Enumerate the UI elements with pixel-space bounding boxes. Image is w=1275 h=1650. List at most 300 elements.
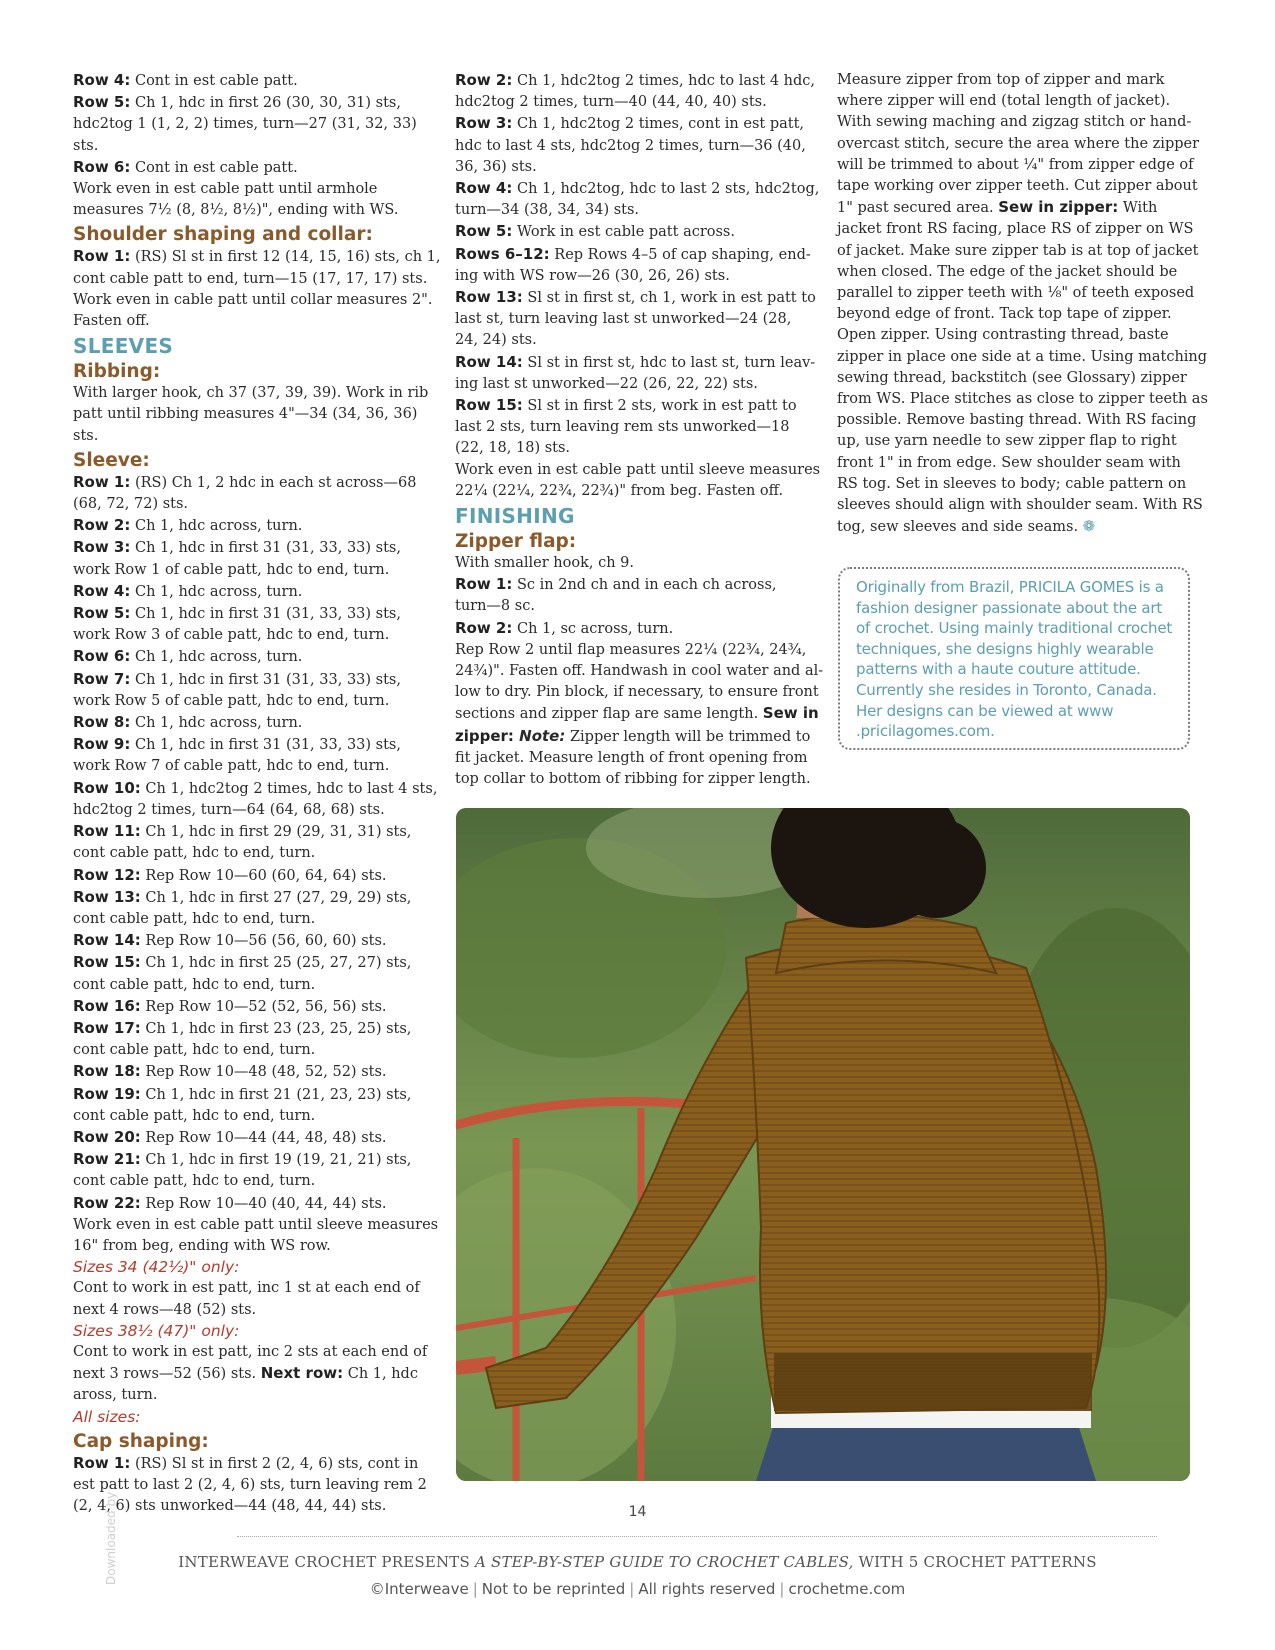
text-line [455,374,815,395]
text-line [455,244,815,266]
rights-notice: All rights reserved [638,1580,776,1598]
text-line [455,726,815,748]
row-text: work Row 3 of cable patt, hdc to end, turn. [73,627,390,644]
row-label: Row 16: [73,996,141,1015]
text-line [837,134,1200,155]
text-line [73,1127,418,1149]
row-text: est patt to last 2 (2, 4, 6) sts, turn leaving rem 2 [73,1476,427,1493]
row-label: Row 1: [455,575,513,594]
text-line [73,843,418,864]
row-text: Ch 1, hdc2tog 2 times, hdc to last 4 sts, [140,780,438,797]
subsection-heading: Sleeve: [73,449,150,471]
bio-line: Her designs can be viewed at www [856,701,1114,720]
row-text: cont cable patt, hdc to end, turn. [73,1173,316,1190]
row-label: Row 21: [73,1150,141,1169]
text-line [455,395,815,417]
row-label: Rows 6–12: [455,244,550,263]
row-text: Sc in 2nd ch and in each ch across, [512,577,777,594]
row-text: next 4 rows—48 (52) sts. [73,1301,257,1318]
row-text: 16" from beg, ending with WS row. [73,1237,331,1254]
text-line [455,748,815,769]
text-line [73,821,418,843]
row-label: Row 17: [73,1018,141,1037]
bio-line: patterns with a haute couture attitude. [856,660,1141,679]
text-line [837,112,1197,133]
row-text: overcast stitch, secure the area where the zipper [837,135,1200,152]
text-line [455,460,821,481]
column-left [73,70,441,1517]
text-line [455,769,815,790]
row-text: Sl st in first 2 sts, work in est patt to [522,398,797,415]
text-line [837,495,1203,516]
text-line [837,347,1208,368]
text-line [73,996,418,1018]
row-text: Ch 1, hdc in first 27 (27, 29, 29) sts, [140,889,412,906]
row-text: Rep Row 10—60 (60, 64, 64) sts. [140,867,387,884]
row-text: 24¾)". Fasten off. Handwash in cool water and al- [455,663,824,680]
row-label: Row 4: [73,581,131,600]
text-line [837,219,1197,240]
row-text: Ch 1, hdc in first 31 (31, 33, 33) sts, [130,540,401,557]
row-label: Note: [513,726,566,745]
text-line [837,304,1197,325]
text-line [73,603,418,625]
row-label: Row 12: [73,865,141,884]
row-text: Sl st in first st, hdc to last st, turn leav- [522,354,816,371]
text-line [73,952,418,974]
row-label: Row 6: [73,157,131,176]
text-line [73,515,418,537]
row-text: low to dry. Pin block, if necessary, to ensure front [455,684,819,701]
text-line [73,136,418,157]
text-line [73,1453,418,1475]
text-line [73,1061,418,1083]
section-heading: SLEEVES [73,334,174,359]
text-line [455,309,815,330]
text-line [455,221,815,243]
text-line [73,887,418,909]
text-line [837,283,1197,304]
text-line [73,290,433,311]
text-line [73,865,418,887]
row-text: turn—34 (38, 34, 34) sts. [455,202,640,219]
row-text: Zipper length will be trimmed to [565,728,811,745]
row-text: RS tog. Set in sleeves to body; cable pattern on [837,475,1187,492]
row-text: (RS) Sl st in first 12 (14, 15, 16) sts, ch 1, [130,249,441,266]
row-text: Ch 1, hdc in first 31 (31, 33, 33) sts, [130,671,401,688]
text-line [455,618,815,640]
row-label: Sew in [762,704,819,723]
row-text: work Row 5 of cable patt, hdc to end, turn. [73,692,390,709]
row-text: last st, turn leaving last st unworked—24 (28, [455,311,792,328]
footer-rule [237,1536,1157,1537]
bio-line: fashion designer passionate about the art [856,598,1163,617]
text-line [73,560,418,581]
text-line [455,553,815,574]
row-text: hdc2tog 1 (1, 2, 2) times, turn—27 (31, 32, 33) [73,116,417,133]
footer-title: INTERWEAVE CROCHET PRESENTS A STEP-BY-STEP GUIDE TO CROCHET CABLES, WITH 5 CROCHET PATTERNS [178,1553,1097,1571]
text-line [455,682,819,703]
subsection-heading: Shoulder shaping and collar: [73,224,373,246]
text-line [73,404,418,425]
text-line [455,703,819,725]
row-label: Row 14: [455,352,523,371]
row-text: up, use yarn needle to sew zipper flap to right [837,433,1177,450]
row-text: Ch 1, sc across, turn. [512,620,674,637]
text-line [73,179,418,200]
subsection-heading: Zipper flap: [455,531,577,553]
text-line [837,389,1208,410]
text-line [73,157,418,179]
row-text: Rep Row 10—44 (44, 48, 48) sts. [140,1129,387,1146]
row-text: Ch 1, hdc in first 23 (23, 25, 25) sts, [140,1020,412,1037]
row-label: Sew in zipper: [998,198,1119,217]
row-text: sleeves should align with shoulder seam. With RS [837,497,1203,514]
row-label: Row 5: [73,604,131,623]
size-note [73,1407,418,1428]
text-line [73,311,418,332]
page-number: 14 [628,1504,647,1520]
text-line [73,1084,418,1106]
text-line [73,756,418,777]
row-text: Ch 1, hdc across, turn. [130,518,303,535]
row-text: With sewing maching and zigzag stitch or hand- [837,114,1192,131]
bio-line: Originally from Brazil, PRICILA GOMES is a [856,578,1164,596]
text-line [837,197,1197,219]
text-line [73,537,418,559]
text-line [455,157,815,178]
row-label: Row 18: [73,1062,141,1081]
row-label: Row 13: [455,288,523,307]
size-note [73,1321,418,1342]
text-line [73,1278,418,1299]
row-text: when closed. The edge of the jacket should be [837,263,1178,280]
text-line [455,92,815,113]
text-line [73,1171,418,1192]
text-line [73,246,441,268]
row-text: Ch 1, hdc across, turn. [130,715,303,732]
row-text: With larger hook, ch 37 (37, 39, 39). Work in rib [73,385,429,402]
text-line [837,262,1197,283]
row-text: Ch 1, hdc across, turn. [130,583,303,600]
text-line [73,70,418,92]
text-line [455,481,815,502]
row-text: hdc to last 4 sts, hdc2tog 2 times, turn—36 (40, [455,137,806,154]
text-line [73,800,418,821]
row-label: Row 3: [73,538,131,557]
row-text: Cont to work in est patt, inc 2 sts at each end of [73,1343,428,1360]
row-text: Sl st in first st, ch 1, work in est patt to [522,290,816,307]
row-label: Row 4: [455,179,513,198]
row-label: Row 11: [73,822,141,841]
row-label: Row 10: [73,778,141,797]
row-text: cont cable patt, hdc to end, turn. [73,910,316,927]
row-text: (2, 4, 6) sts unworked—44 (48, 44, 44) sts. [73,1498,387,1515]
row-text: Ch 1, hdc in first 31 (31, 33, 33) sts, [130,737,401,754]
text-line [455,136,815,157]
text-line [455,266,815,287]
row-label: Row 8: [73,713,131,732]
text-line [73,383,429,404]
text-line [73,646,418,668]
row-text: cont cable patt, hdc to end, turn. [73,1042,316,1059]
row-text: Work even in cable patt until collar measures 2". [73,291,433,308]
text-line [837,91,1197,112]
row-text: parallel to zipper teeth with ⅛" of teeth exposed [837,285,1195,302]
row-text: tape working over zipper teeth. Cut zipper about [837,178,1198,195]
text-line [73,581,418,603]
row-text: patt until ribbing measures 4"—34 (34, 36, 36) [73,406,418,423]
text-line [73,625,418,646]
row-text: Ch 1, hdc2tog 2 times, cont in est patt, [512,116,805,133]
text-line [73,734,418,756]
row-text: work Row 7 of cable patt, hdc to end, turn. [73,758,390,775]
text-line [73,691,418,712]
text-line [73,269,428,290]
row-label: Row 1: [73,247,131,266]
text-line [837,410,1197,431]
row-label: Row 15: [455,396,523,415]
row-text: cont cable patt, hdc to end, turn. [73,976,316,993]
reprint-notice: Not to be reprinted [481,1580,626,1598]
row-label: Row 1: [73,472,131,491]
text-line [73,1018,418,1040]
text-line [837,241,1197,262]
text-line [73,778,438,800]
row-text: Ch 1, hdc in first 21 (21, 23, 23) sts, [140,1086,412,1103]
text-line [455,438,815,459]
row-text: (RS) Ch 1, 2 hdc in each st across—68 [130,474,417,491]
row-text: Ch 1, hdc in first 25 (25, 27, 27) sts, [140,955,412,972]
text-line [73,669,418,691]
text-line [455,70,815,92]
text-line [837,516,1197,538]
text-line [455,287,815,309]
row-text: 24, 24) sts. [455,332,537,349]
bio-line: of crochet. Using mainly traditional crochet [856,619,1173,638]
row-label: Row 7: [73,669,131,688]
row-label: Row 2: [73,516,131,535]
row-text: work Row 1 of cable patt, hdc to end, turn. [73,561,390,578]
text-line [455,661,824,682]
row-text: Rep Row 10—52 (52, 56, 56) sts. [140,998,387,1015]
row-text: where zipper will end (total length of jacket). [837,93,1171,110]
row-text: Cont in est cable patt. [130,159,298,176]
row-text: of jacket. Make sure zipper tab is at top of jacket [837,242,1199,259]
text-line [455,417,815,438]
text-line [73,200,418,221]
text-line [73,426,418,447]
text-line [73,1300,418,1321]
row-text: fit jacket. Measure length of front opening from [455,749,808,766]
text-line [73,494,418,515]
row-text: front 1" in from edge. Sew shoulder seam with [837,454,1181,471]
bio-line: Currently she resides in Toronto, Canada. [856,680,1157,699]
text-line [73,1236,418,1257]
row-label: Row 13: [73,887,141,906]
text-line [455,113,815,135]
text-line [837,176,1197,197]
footer-credits: ©Interweave | Not to be reprinted | All rights reserved | crochetme.com [369,1580,906,1598]
row-text: hdc2tog 2 times, turn—64 (64, 68, 68) sts. [73,801,385,818]
row-label: Row 19: [73,1084,141,1103]
row-text: 22¼ (22¼, 22¾, 22¾)" from beg. Fasten off. [455,482,784,499]
row-text: Cont to work in est patt, inc 1 st at each end of [73,1280,420,1297]
text-line [73,1040,418,1061]
row-text: sts. [73,137,99,154]
row-label: Row 22: [73,1193,141,1212]
bio-line: .pricilagomes.com. [856,722,995,741]
column-middle [455,70,824,790]
row-text: Rep Row 10—40 (40, 44, 44) sts. [140,1195,387,1212]
row-text: tog, sew sleeves and side seams. [837,519,1083,536]
row-text: Ch 1, hdc in first 19 (19, 21, 21) sts, [140,1152,412,1169]
row-label: Row 15: [73,953,141,972]
row-text: sewing thread, backstitch (see Glossary) zipper [837,369,1187,386]
text-line [73,1215,439,1236]
row-text: With smaller hook, ch 9. [455,555,634,572]
row-text: cont cable patt, hdc to end, turn. [73,1107,316,1124]
row-text: Sizes 38½ (47)" only: [73,1321,240,1340]
row-text: cont cable patt to end, turn—15 (17, 17, 17) sts. [73,270,428,287]
text-line [73,92,418,114]
row-text: sts. [73,427,99,444]
row-text: Rep Row 10—48 (48, 52, 52) sts. [140,1064,387,1081]
row-text: measures 7½ (8, 8½, 8½)", ending with WS. [73,202,399,219]
text-line [837,474,1197,495]
row-text: Work in est cable patt across. [512,224,735,241]
row-text: (RS) Sl st in first 2 (2, 4, 6) sts, cont in [130,1455,419,1472]
text-line [73,1342,428,1363]
row-text: aross, turn. [73,1387,158,1404]
row-label: Row 9: [73,735,131,754]
text-line [73,1149,418,1171]
row-text: Work even in est cable patt until sleeve measures [73,1216,439,1233]
row-text: possible. Remove basting thread. With RS facing [837,412,1197,429]
row-text: Rep Row 2 until flap measures 22¼ (22¾, 24¾, [455,641,807,658]
photo-illustration [456,808,1190,1481]
text-line [455,330,815,351]
row-text: Fasten off. [73,313,150,330]
row-label: Row 5: [73,93,131,112]
site-link[interactable]: crochetme.com [788,1580,906,1598]
text-line [455,200,815,221]
text-line [837,325,1197,346]
text-line [73,909,418,930]
text-line [73,1363,418,1385]
bio-line: techniques, she designs highly wearable [856,639,1154,658]
row-text: Ch 1, hdc in first 29 (29, 31, 31) sts, [140,824,412,841]
text-line [455,352,815,374]
row-label: Row 2: [455,618,513,637]
row-label: Row 1: [73,1453,131,1472]
row-text: Ch 1, hdc [343,1366,418,1383]
row-text: Ch 1, hdc2tog 2 times, hdc to last 4 hdc, [512,73,816,89]
download-watermark: Downloaded by [104,1491,118,1585]
row-text: next 3 rows—52 (56) sts. [73,1366,261,1383]
row-text: Ch 1, hdc across, turn. [130,649,303,666]
text-line [73,114,418,135]
row-text: Sizes 34 (42½)" only: [73,1258,240,1277]
row-text: Rep Rows 4–5 of cap shaping, end- [549,246,811,263]
row-text: 1" past secured area. [837,200,999,217]
subsection-heading: Ribbing: [73,361,161,383]
text-line [837,155,1197,176]
row-text: ing with WS row—26 (30, 26, 26) sts. [455,267,730,284]
subsection-heading: Cap shaping: [73,1430,209,1452]
row-text: cont cable patt, hdc to end, turn. [73,845,316,862]
size-note [73,1257,418,1278]
text-line [73,975,418,996]
text-line [837,368,1197,389]
row-text: ing last st unworked—22 (26, 22, 22) sts. [455,375,758,392]
column-right [837,70,1208,538]
row-text: Measure zipper from top of zipper and mark [837,72,1165,88]
text-line [73,1475,427,1496]
text-line [73,930,418,952]
end-flower-icon: ❁ [1082,517,1096,536]
row-text: Work even in est cable patt until armhole [73,181,378,198]
row-text: 36, 36) sts. [455,158,537,175]
row-text: Ch 1, hdc2tog, hdc to last 2 sts, hdc2tog, [512,181,820,198]
row-label: Row 4: [73,71,131,89]
row-text: With [1118,200,1158,217]
row-text: Ch 1, hdc in first 31 (31, 33, 33) sts, [130,606,401,623]
text-line [455,574,815,596]
row-text: All sizes: [73,1407,141,1426]
row-text: sections and zipper flap are same length. [455,706,763,723]
text-line [73,1106,418,1127]
row-text: last 2 sts, turn leaving rem sts unworked—18 [455,419,790,436]
row-label: zipper: [455,726,514,745]
row-label: Next row: [260,1364,344,1383]
text-line [837,453,1197,474]
designer-bio-box [838,567,1190,750]
row-text: (68, 72, 72) sts. [73,496,189,513]
row-text: Work even in est cable patt until sleeve measures [455,461,821,478]
row-label: Row 20: [73,1127,141,1146]
row-text: hdc2tog 2 times, turn—40 (44, 40, 40) sts. [455,94,767,111]
text-line [455,178,820,200]
row-label: Row 3: [455,114,513,133]
text-line [837,70,1197,91]
text-line [455,596,815,617]
row-label: Row 14: [73,931,141,950]
row-text: turn—8 sc. [455,598,535,615]
copyright: ©Interweave [369,1580,469,1598]
row-text: will be trimmed to about ¼" from zipper edge of [837,156,1194,173]
row-text: (22, 18, 18) sts. [455,440,571,457]
model-photo [456,808,1190,1481]
text-line [73,712,418,734]
row-text: Open zipper. Using contrasting thread, baste [837,327,1169,344]
row-text: top collar to bottom of ribbing for zipper length. [455,771,811,788]
row-text: from WS. Place stitches as close to zipper teeth as [837,391,1208,408]
text-line [455,640,815,661]
section-heading: FINISHING [455,504,575,529]
text-line [73,472,418,494]
row-text: zipper in place one side at a time. Using matching [837,348,1208,365]
text-line [73,1193,418,1215]
row-text: beyond edge of front. Tack top tape of zipper. [837,306,1172,323]
row-label: Row 6: [73,647,131,666]
row-text: jacket front RS facing, place RS of zipper on WS [837,221,1194,238]
row-label: Row 5: [455,222,513,241]
row-text: Rep Row 10—56 (56, 60, 60) sts. [140,933,387,950]
row-text: Ch 1, hdc in first 26 (30, 30, 31) sts, [130,95,401,112]
row-text: Cont in est cable patt. [130,73,298,89]
row-label: Row 2: [455,71,513,89]
